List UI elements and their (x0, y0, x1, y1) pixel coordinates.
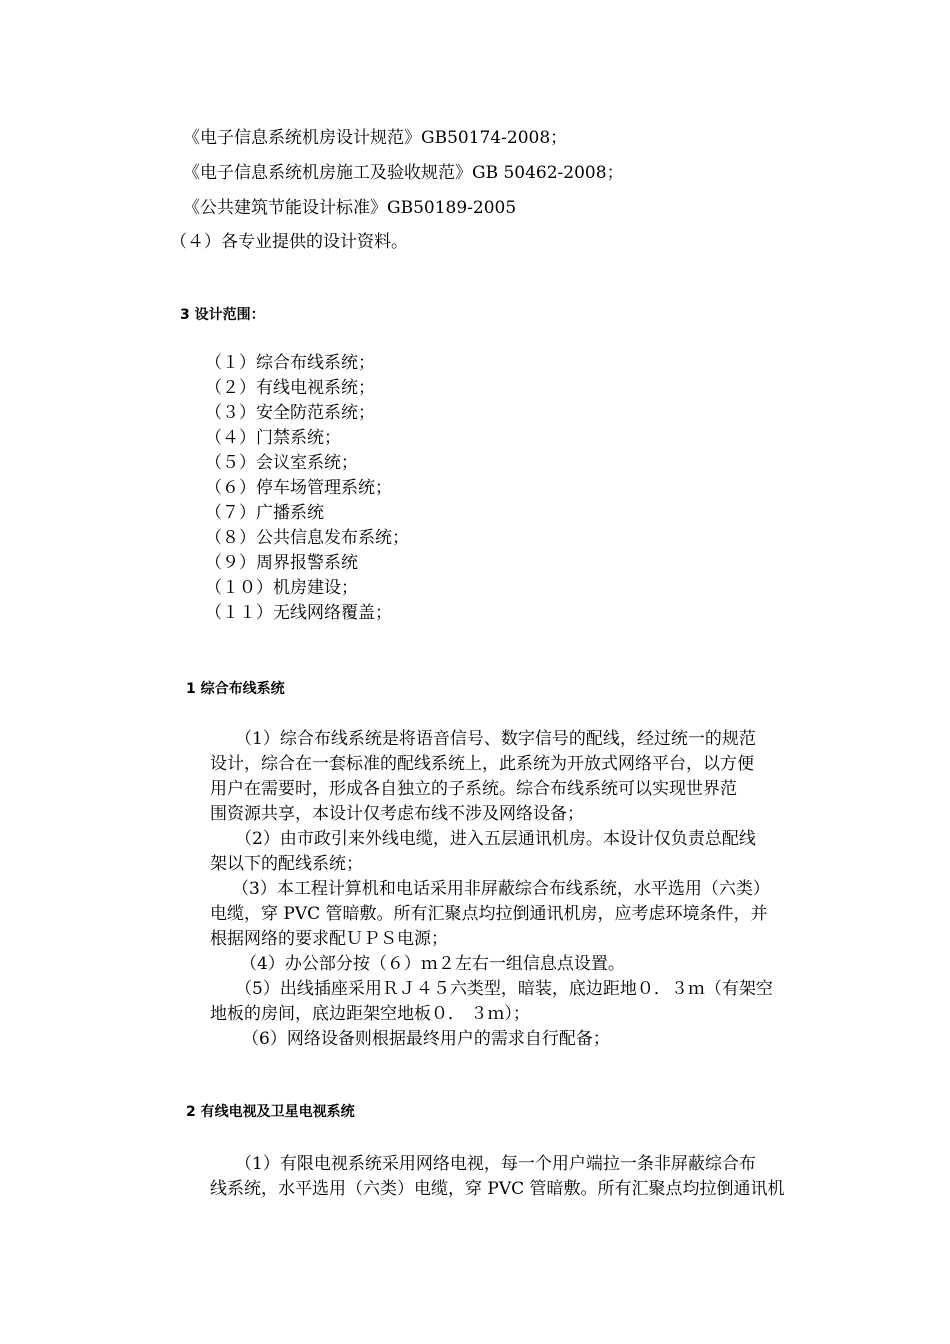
reference-line: 《电子信息系统机房设计规范》GB50174-2008； (183, 128, 568, 148)
scope-item: （３）安全防范系统； (205, 403, 375, 423)
section2-heading: 2 有线电视及卫星电视系统 (186, 1104, 355, 1120)
paragraph-line: 电缆，穿 PVC 管暗敷。所有汇聚点均拉倒通讯机房，应考虑环境条件，并 (210, 904, 768, 924)
paragraph-line: 地板的房间，底边距架空地板０． ３ｍ）； (210, 1004, 530, 1024)
paragraph-line: （5）出线插座采用ＲＪ４５六类型，暗装，底边距地０．３ｍ（有架空 (235, 979, 773, 999)
paragraph-line: 架以下的配线系统； (210, 854, 363, 874)
paragraph-line: （1）有限电视系统采用网络电视，每一个用户端拉一条非屏蔽综合布 (235, 1154, 756, 1174)
reference-line: 《公共建筑节能设计标准》GB50189-2005 (183, 198, 517, 218)
section1-heading: 1 综合布线系统 (186, 681, 285, 697)
scope-item: （７）广播系统 (205, 503, 324, 523)
paragraph-line: （2）由市政引来外线电缆，进入五层通讯机房。本设计仅负责总配线 (235, 829, 756, 849)
paragraph-line: 围资源共享，本设计仅考虑布线不涉及网络设备； (210, 804, 584, 824)
paragraph-line: （1）综合布线系统是将语音信号、数字信号的配线，经过统一的规范 (235, 729, 756, 749)
scope-item: （４）门禁系统； (205, 428, 341, 448)
scope-item: （２）有线电视系统； (205, 378, 375, 398)
scope-item: （１）综合布线系统； (205, 353, 375, 373)
scope-heading: 3 设计范围： (180, 307, 265, 323)
scope-item: （１０）机房建设； (205, 578, 358, 598)
paragraph-line: 用户在需要时，形成各自独立的子系统。综合布线系统可以实现世界范 (210, 779, 737, 799)
reference-item-4: （４）各专业提供的设计资料。 (170, 232, 408, 252)
paragraph-line: （3）本工程计算机和电话采用非屏蔽综合布线系统，水平选用（六类） (232, 879, 770, 899)
paragraph-line: 根据网络的要求配ＵＰＳ电源； (210, 929, 448, 949)
paragraph-line: （6）网络设备则根据最终用户的需求自行配备； (242, 1029, 610, 1049)
reference-line: 《电子信息系统机房施工及验收规范》GB 50462-2008； (183, 163, 624, 183)
scope-item: （１１）无线网络覆盖； (205, 603, 392, 623)
scope-item: （５）会议室系统； (205, 453, 358, 473)
scope-item: （９）周界报警系统 (205, 553, 358, 573)
scope-item: （８）公共信息发布系统； (205, 528, 409, 548)
paragraph-line: 设计，综合在一套标准的配线系统上，此系统为开放式网络平台，以方便 (210, 754, 754, 774)
paragraph-line: （4）办公部分按（６）ｍ２左右一组信息点设置。 (240, 954, 625, 974)
paragraph-line: 线系统，水平选用（六类）电缆，穿 PVC 管暗敷。所有汇聚点均拉倒通讯机 (210, 1179, 785, 1199)
scope-item: （６）停车场管理系统； (205, 478, 392, 498)
